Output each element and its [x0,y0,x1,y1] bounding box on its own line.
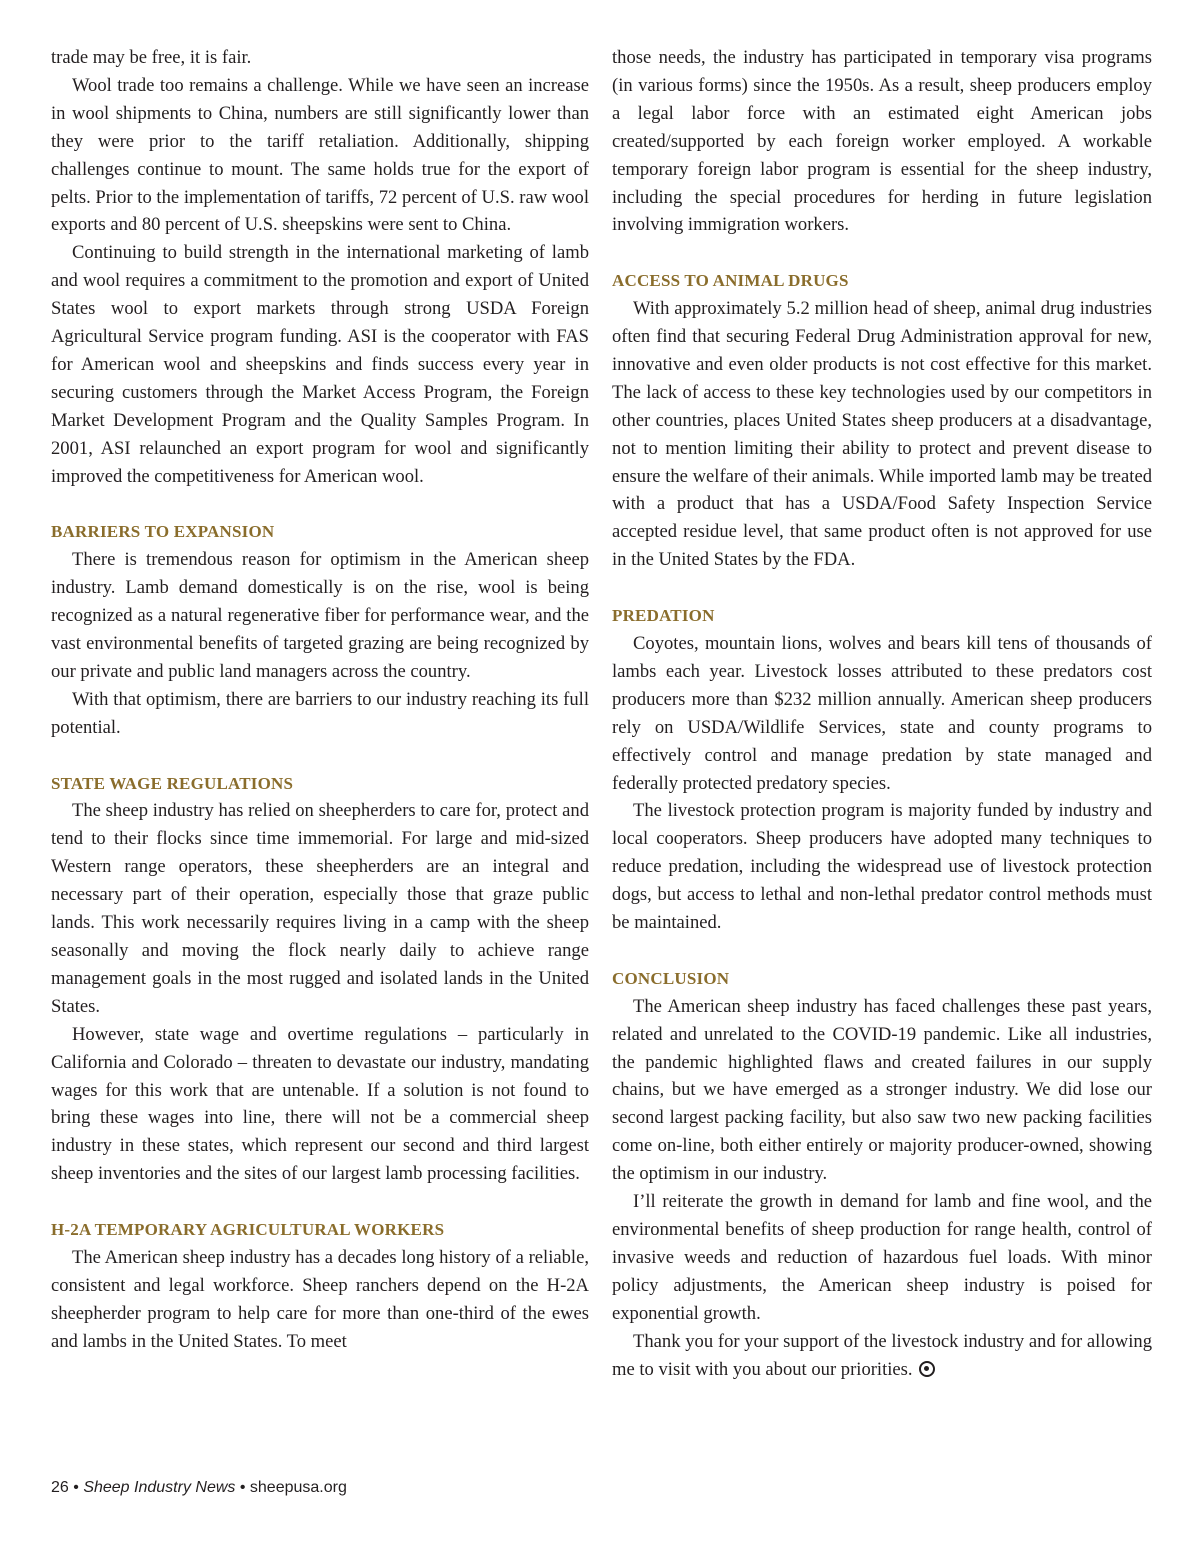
final-text: Thank you for your support of the livestock industry and for allowing me to visit with you about our priorities. [612,1330,1152,1380]
section-heading-predation: PREDATION [612,606,715,626]
paragraph: those needs, the industry has participated in temporary visa programs (in various forms) since the 1950s. As a result, sheep producers employ a legal labor force with an estimated eight American jobs created/supported by each foreign worker employed. A workable temporary foreign labor program is essential for the sheep industry, including the special procedures for herding in future legislation involving immigration workers. [612,47,1152,236]
bullet-separator: • [73,1479,79,1496]
paragraph: With approximately 5.2 million head of sheep, animal drug industries often find that securing Federal Drug Administration approval for new, innovative and even older products is not cost effective for this market. The lack of access to these key technologies used by our competitors in other countries, places United States sheep producers at a disadvantage, not to mention limiting their ability to protect and prevent disease to ensure the welfare of their animals. While imported lamb may be treated with a product that has a USDA/Food Safety Inspection Service accepted residue level, that same product often is not approved for use in the United States by the FDA. [612,298,1152,571]
left-column [51,44,589,1356]
page-footer [51,1479,347,1497]
section-heading-barriers: BARRIERS TO EXPANSION [51,522,275,542]
section-heading-h2a: H-2A TEMPORARY AGRICULTURAL WORKERS [51,1220,445,1240]
end-of-article-mark-icon [919,1361,935,1377]
paragraph: The livestock protection program is majority funded by industry and local cooperators. Sheep producers have adopted many techniques to reduce predation, including the widespread use of livestock protection dogs, but access to lethal and non-lethal predator control methods must be maintained. [612,800,1152,934]
section-heading-conclusion: CONCLUSION [612,968,730,988]
paragraph: The sheep industry has relied on sheepherders to care for, protect and tend to their flocks since time immemorial. For large and mid-sized Western range operators, these sheepherders are an integral and necessary part of their operation, especially those that graze public lands. This work necessarily requires living in a camp with the sheep seasonally and moving the flock nearly daily to achieve range management goals in the most rugged and isolated lands in the United States. [51,800,589,1017]
paragraph: Continuing to build strength in the international marketing of lamb and wool requires a commitment to the promotion and export of United States wool to export markets through strong USDA Foreign Agricultural Service program funding. ASI is the cooperator with FAS for American wool and sheepskins and finds success every year in securing customers through the Market Access Program, the Foreign Market Development Program and the Quality Samples Program. In 2001, ASI relaunched an export program for wool and significantly improved the competitiveness for American wool. [51,242,589,487]
paragraph: Coyotes, mountain lions, wolves and bears kill tens of thousands of lambs each year. Livestock losses attributed to these predators cost producers more than $232 million annually. American sheep producers rely on USDA/Wildlife Services, state and county programs to effectively control and manage predation by state managed and federally protected predatory species. [612,633,1152,794]
paragraph: I’ll reiterate the growth in demand for lamb and fine wool, and the environmental benefits of sheep production for range health, control of invasive weeds and reduction of hazardous fuel loads. With minor policy adjustments, the American sheep industry is poised for exponential growth. [612,1191,1152,1324]
paragraph: There is tremendous reason for optimism in the American sheep industry. Lamb demand domestically is on the rise, wool is being recognized as a natural regenerative fiber for performance wear, and the vast environmental benefits of targeted grazing are being recognized by our private and public land managers across the country. [51,549,589,682]
section-heading-drugs: ACCESS TO ANIMAL DRUGS [612,271,849,291]
paragraph-final [612,1328,1152,1384]
page-number: 26 [51,1479,69,1496]
paragraph: The American sheep industry has a decades long history of a reliable, consistent and legal workforce. Sheep ranchers depend on the H-2A sheepherder program to help care for more than one-third of the ewes and lambs in the United States. To meet [51,1246,589,1352]
paragraph: Wool trade too remains a challenge. While we have seen an increase in wool shipments to China, numbers are still significantly lower than they were prior to the tariff retaliation. Additionally, shipping challenges continue to mount. The same holds true for the export of pelts. Prior to the implementation of tariffs, 72 percent of U.S. raw wool exports and 80 percent of U.S. sheepskins were sent to China. [51,74,589,236]
right-column [612,44,1152,1383]
bullet-separator: • [239,1479,246,1496]
paragraph: However, state wage and overtime regulations – particularly in California and Colorado – threaten to devastate our industry, mandating wages for this work that are untenable. If a solution is not found to bring these wages into line, there will not be a commercial sheep industry in these states, which represent our second and third largest sheep inventories and the sites of our largest lamb processing facilities. [51,1023,589,1185]
website: sheepusa.org [249,1479,347,1496]
publication-name: Sheep Industry News [83,1479,236,1496]
paragraph: trade may be free, it is fair. [51,47,252,68]
section-heading-wage: STATE WAGE REGULATIONS [51,773,294,793]
paragraph: With that optimism, there are barriers to our industry reaching its full potential. [51,688,589,738]
paragraph: The American sheep industry has faced challenges these past years, related and unrelated to the COVID-19 pandemic. Like all industries, the pandemic highlighted flaws and created failures in our supply chains, but we have emerged as a stronger industry. We did lose our second largest packing facility, but also saw two new packing facilities come on-line, both either entirely or majority producer-owned, showing the optimism in our industry. [612,995,1152,1185]
